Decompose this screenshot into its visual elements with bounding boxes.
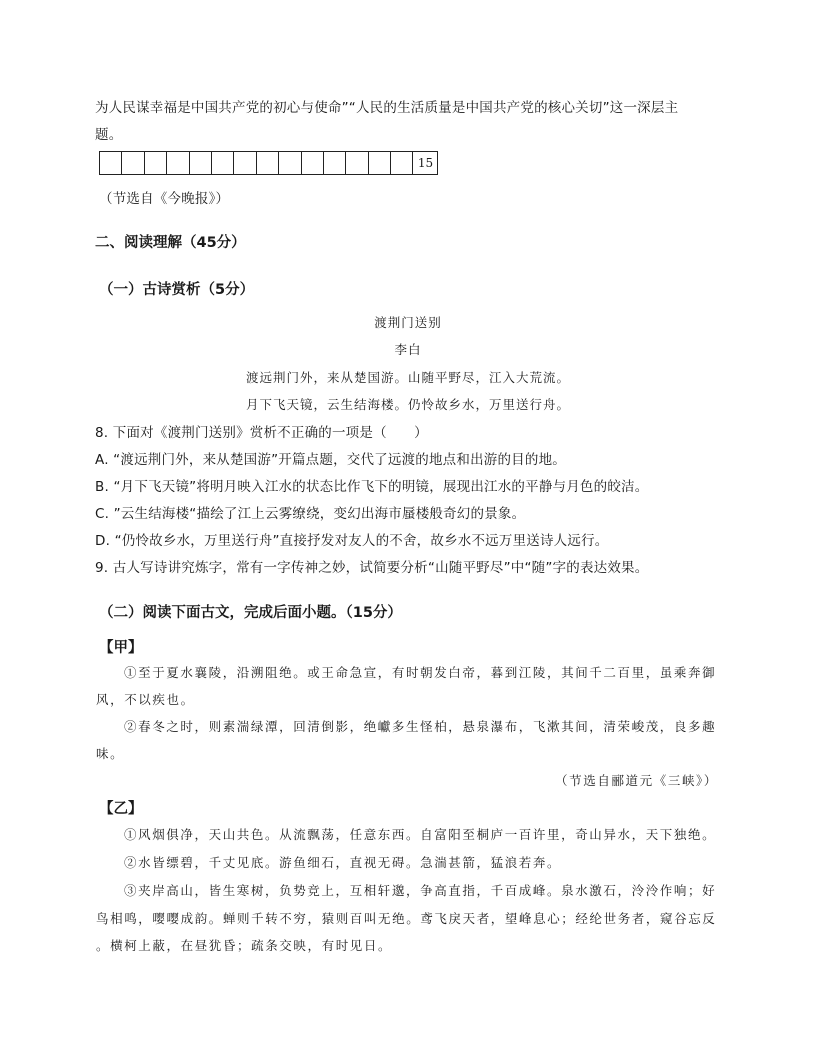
yi-paragraph-3-line-1: ③夹岸高山，皆生寒树，负势竞上，互相轩邈，争高直指，千百成峰。泉水激石，泠泠作响；好 — [124, 883, 717, 898]
grid-cell — [302, 152, 324, 174]
poem-line-1: 渡远荆门外，来从楚国游。山随平野尽，江入大荒流。 — [245, 370, 570, 385]
subsection-1-heading: （一）古诗赏析（5分） — [99, 282, 255, 298]
poem-author: 李白 — [394, 342, 422, 357]
grid-cell — [234, 152, 256, 174]
source-note: （节选自《今晚报》） — [99, 191, 230, 207]
grid-cell — [100, 152, 122, 174]
grid-cell — [190, 152, 212, 174]
question-9: 9. 古人写诗讲究炼字，常有一字传神之妙，试简要分析“山随平野尽”中“随”字的表达效果。 — [95, 560, 649, 576]
grid-cell — [324, 152, 346, 174]
grid-cell-count-label: 15 — [417, 156, 434, 170]
subsection-2-heading: （二）阅读下面古文，完成后面小题。（15分） — [99, 605, 402, 621]
yi-paragraph-2: ②水皆缥碧，千丈见底。游鱼细石，直视无碍。急湍甚箭，猛浪若奔。 — [124, 855, 562, 870]
jia-paragraph-2-line-2: 味。 — [96, 746, 125, 761]
passage-jia-label: 【甲】 — [99, 640, 143, 656]
grid-cell — [346, 152, 368, 174]
jia-paragraph-1-line-1: ①至于夏水襄陵，沿溯阻绝。或王命急宣，有时朝发白帝，暮到江陵，其间千二百里，虽乘奔御 — [124, 665, 717, 680]
passage-yi-label: 【乙】 — [99, 801, 143, 817]
question-8-stem: 8. 下面对《渡荆门送别》赏析不正确的一项是（ ） — [95, 425, 428, 441]
grid-cell — [279, 152, 301, 174]
grid-cell — [257, 152, 279, 174]
poem-line-2: 月下飞天镜，云生结海楼。仍怜故乡水，万里送行舟。 — [245, 397, 570, 412]
answer-grid — [99, 151, 438, 175]
grid-cell — [145, 152, 167, 174]
question-8-option-b: B. “月下飞天镜”将明月映入江水的状态比作飞下的明镜，展现出江水的平静与月色的皎洁。 — [95, 479, 649, 495]
grid-cell — [122, 152, 144, 174]
jia-paragraph-1-line-2: 风，不以疾也。 — [96, 692, 195, 707]
top-paragraph-line-2: 题。 — [95, 127, 123, 143]
section-2-heading: 二、阅读理解（45分） — [95, 235, 246, 251]
grid-cell — [391, 152, 413, 174]
question-8-option-d: D. “仍怜故乡水，万里送行舟”直接抒发对友人的不舍，故乡水不远万里送诗人远行。 — [95, 533, 609, 549]
question-8-option-c: C. ”云生结海楼“描绘了江上云雾缭绕，变幻出海市蜃楼般奇幻的景象。 — [95, 506, 526, 522]
poem-title: 渡荆门送别 — [374, 315, 442, 330]
grid-cell — [212, 152, 234, 174]
jia-paragraph-2-line-1: ②春冬之时，则素湍绿潭，回清倒影，绝巘多生怪柏，悬泉瀑布，飞漱其间，清荣峻茂，良多趣 — [124, 719, 717, 734]
yi-paragraph-1: ①风烟俱净，天山共色。从流飘荡，任意东西。自富阳至桐庐一百许里，奇山异水，天下独绝。 — [124, 827, 717, 842]
jia-source: （节选自郦道元《三峡》） — [555, 773, 718, 788]
yi-paragraph-3-line-2: 鸟相鸣，嘤嘤成韵。蝉则千转不穷，猿则百叫无绝。鸢飞戾天者，望峰息心；经纶世务者，窥谷忘反 — [96, 911, 717, 926]
grid-cell — [167, 152, 189, 174]
top-paragraph-line-1: 为人民谋幸福是中国共产党的初心与使命”“人民的生活质量是中国共产党的核心关切”这一深层主 — [95, 100, 679, 116]
grid-cell — [369, 152, 391, 174]
yi-paragraph-3-line-3: 。横柯上蔽，在昼犹昏；疏条交映，有时见日。 — [96, 938, 393, 953]
question-8-option-a: A. “渡远荆门外，来从楚国游”开篇点题，交代了远渡的地点和出游的目的地。 — [95, 452, 566, 468]
